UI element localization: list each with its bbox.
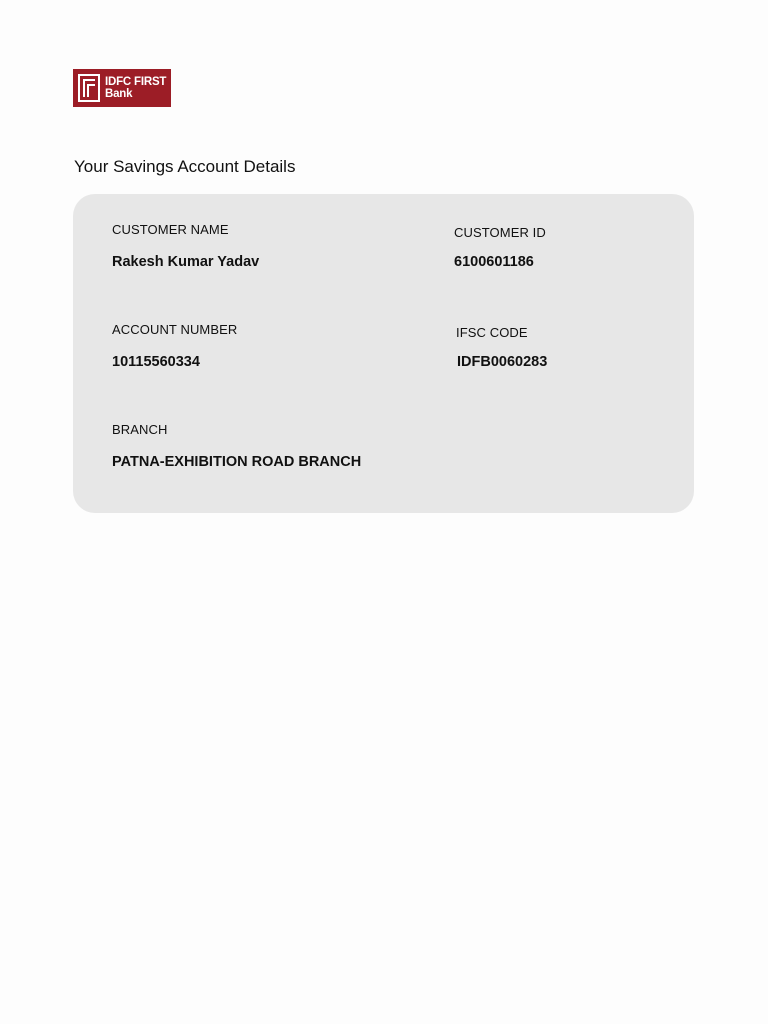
bank-logo — [73, 69, 171, 107]
ifsc-code-label: IFSC CODE — [456, 325, 528, 340]
branch-value: PATNA-EXHIBITION ROAD BRANCH — [112, 454, 362, 470]
page-title: Your Savings Account Details — [74, 157, 296, 176]
customer-name-value: Rakesh Kumar Yadav — [112, 254, 260, 270]
bank-logo-text — [105, 76, 166, 100]
account-number-value: 10115560334 — [112, 354, 200, 370]
account-number-label: ACCOUNT NUMBER — [112, 322, 238, 337]
bank-logo-icon — [78, 74, 100, 102]
customer-id-label: CUSTOMER ID — [454, 225, 546, 240]
bank-logo-line2: Bank — [105, 88, 133, 100]
branch-label: BRANCH — [112, 422, 168, 437]
customer-name-label: CUSTOMER NAME — [112, 222, 229, 237]
bank-logo-line1: IDFC FIRST — [105, 76, 167, 88]
account-details-card — [73, 194, 694, 513]
customer-id-value: 6100601186 — [454, 254, 534, 270]
ifsc-code-value: IDFB0060283 — [457, 354, 548, 370]
